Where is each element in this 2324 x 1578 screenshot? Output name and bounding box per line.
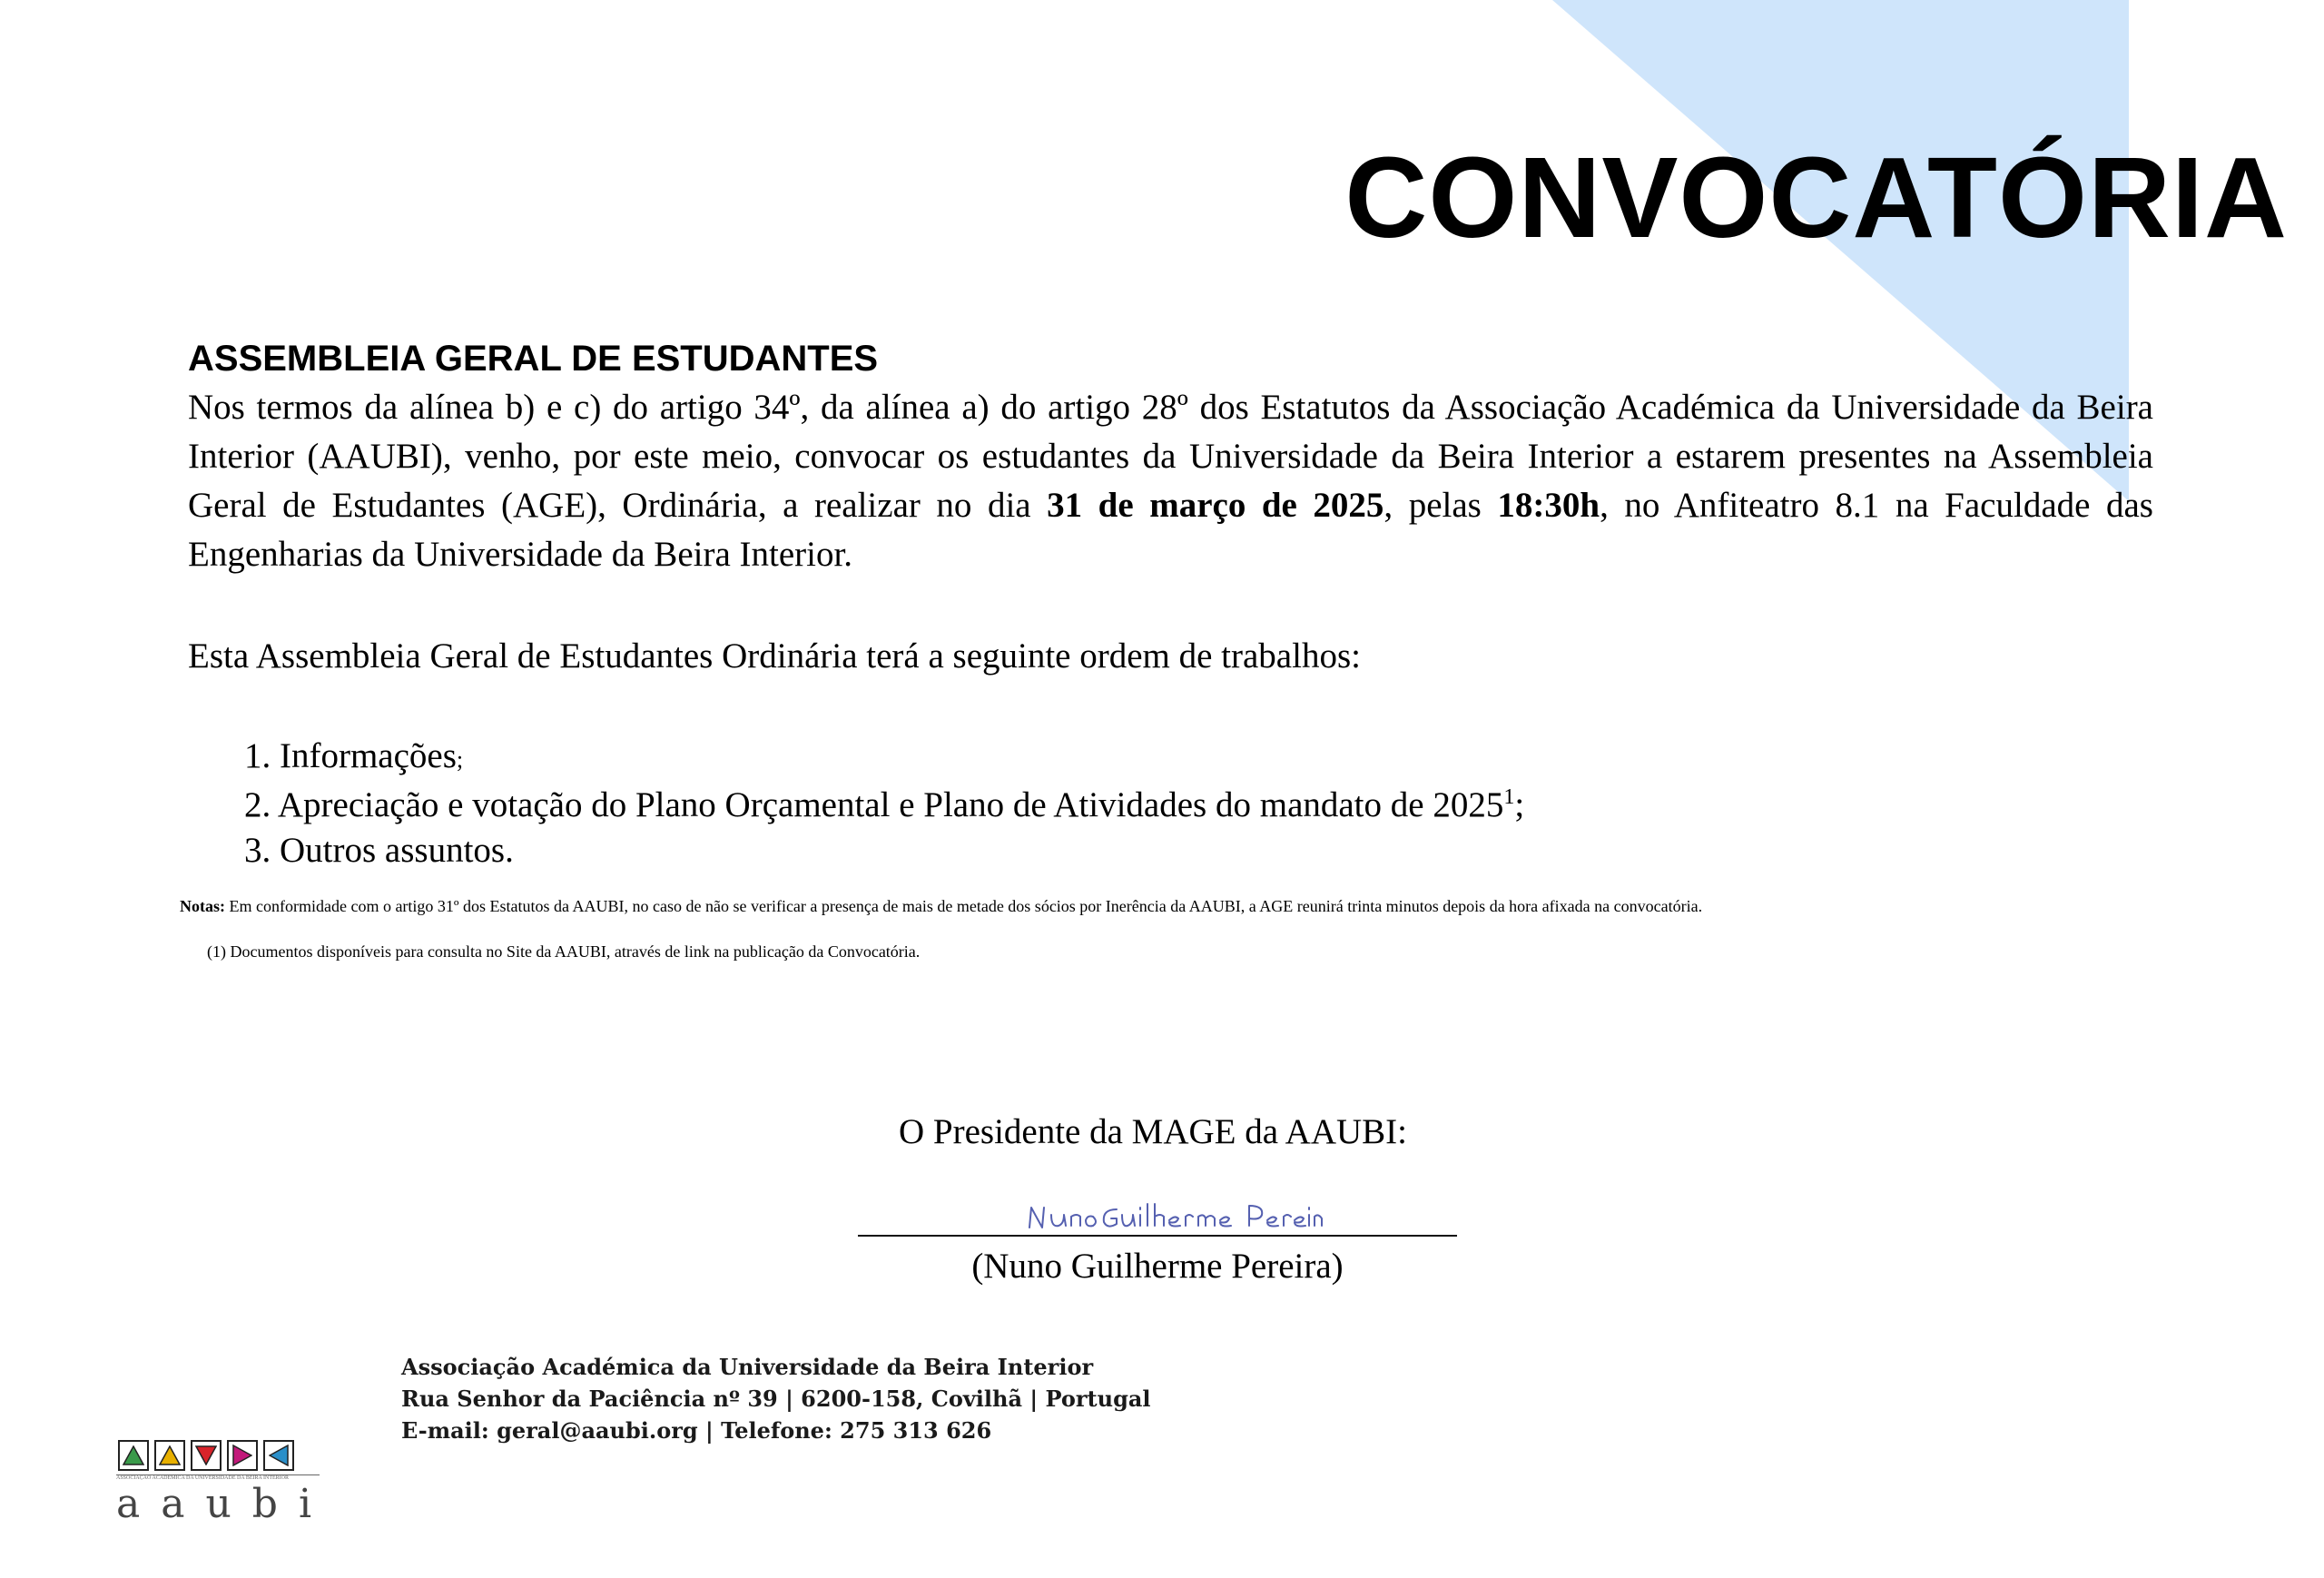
agenda-item-text: Informações xyxy=(280,736,457,775)
convocation-connector: , pelas xyxy=(1384,486,1498,525)
yellow-triangle-up-icon xyxy=(154,1440,185,1471)
logo-icons xyxy=(118,1440,325,1471)
signatory-role: O Presidente da MAGE da AAUBI: xyxy=(899,1112,1407,1151)
agenda-item xyxy=(244,734,2153,783)
convocation-intro: Nos termos da alínea b) e c) do artigo 34º, da alínea a) do artigo 28º dos Estatutos da Associação Académica da Universidade da Beira Interior (AAUBI), venho, por este meio, convocar os estudantes da Universidade da Beira Interior a estarem presentes na Assembleia Geral de Estudantes (AGE), Ordinária, a realizar no dia xyxy=(188,388,2153,525)
page-title: CONVOCATÓRIA xyxy=(1344,133,2288,261)
notes-text: Em conformidade com o artigo 31º dos Estatutos da AAUBI, no caso de não se verificar a presença de mais de metade dos sócios por Inerência da AAUBI, a AGE reunirá trinta minutos depois da hora afixada na convocatória. xyxy=(225,897,1703,915)
agenda-item-suffix: ; xyxy=(456,746,464,773)
blue-triangle-left-icon xyxy=(263,1440,294,1471)
agenda-item xyxy=(244,783,2153,828)
footnote-marker: 1 xyxy=(1503,785,1515,809)
convocation-location: , no Anfiteatro 8.1 na Faculdade das Engenharias da Universidade da Beira Interior. xyxy=(188,486,2153,574)
signature-line xyxy=(858,1235,1457,1237)
document-body xyxy=(188,336,2153,873)
agenda-item-number: 2. xyxy=(244,785,271,824)
convocation-paragraph xyxy=(188,383,2153,579)
agenda-item xyxy=(244,828,2153,873)
footer-address-block xyxy=(401,1351,1151,1446)
logo-tagline: ASSOCIAÇÃO ACADÉMICA DA UNIVERSIDADE DA BEIRA INTERIOR xyxy=(116,1474,320,1480)
logo-wordmark: aaubi xyxy=(116,1481,333,1527)
meeting-date: 31 de março de 2025 xyxy=(1047,486,1384,525)
agenda-item-suffix: ; xyxy=(1514,785,1525,824)
meeting-time: 18:30h xyxy=(1497,486,1600,525)
assembly-heading: ASSEMBLEIA GERAL DE ESTUDANTES xyxy=(188,339,879,379)
agenda-item-number: 1. xyxy=(244,736,271,775)
magenta-triangle-right-icon xyxy=(227,1440,258,1471)
agenda-list xyxy=(244,734,2153,873)
agenda-item-text: Apreciação e votação do Plano Orçamental e Plano de Atividades do mandato de 2025 xyxy=(277,785,1504,824)
handwritten-signature xyxy=(1026,1197,1325,1237)
footer-address: Rua Senhor da Paciência nº 39 | 6200-158, Covilhã | Portugal xyxy=(401,1386,1151,1412)
agenda-intro: Esta Assembleia Geral de Estudantes Ordinária terá a seguinte ordem de trabalhos: xyxy=(188,636,1361,676)
aaubi-logo xyxy=(116,1440,333,1527)
footer-contact: E-mail: geral@aaubi.org | Telefone: 275 313 626 xyxy=(401,1417,992,1444)
notes-label: Notas: xyxy=(180,897,225,915)
notes xyxy=(180,895,2177,917)
green-triangle-up-icon xyxy=(118,1440,149,1471)
footnote: (1) Documentos disponíveis para consulta no Site da AAUBI, através de link na publicação da Convocatória. xyxy=(207,942,921,961)
red-triangle-down-icon xyxy=(191,1440,222,1471)
footer-organization: Associação Académica da Universidade da Beira Interior xyxy=(401,1354,1094,1380)
agenda-item-text: Outros assuntos. xyxy=(280,831,514,870)
agenda-item-number: 3. xyxy=(244,831,271,870)
signatory-name: (Nuno Guilherme Pereira) xyxy=(971,1247,1344,1286)
